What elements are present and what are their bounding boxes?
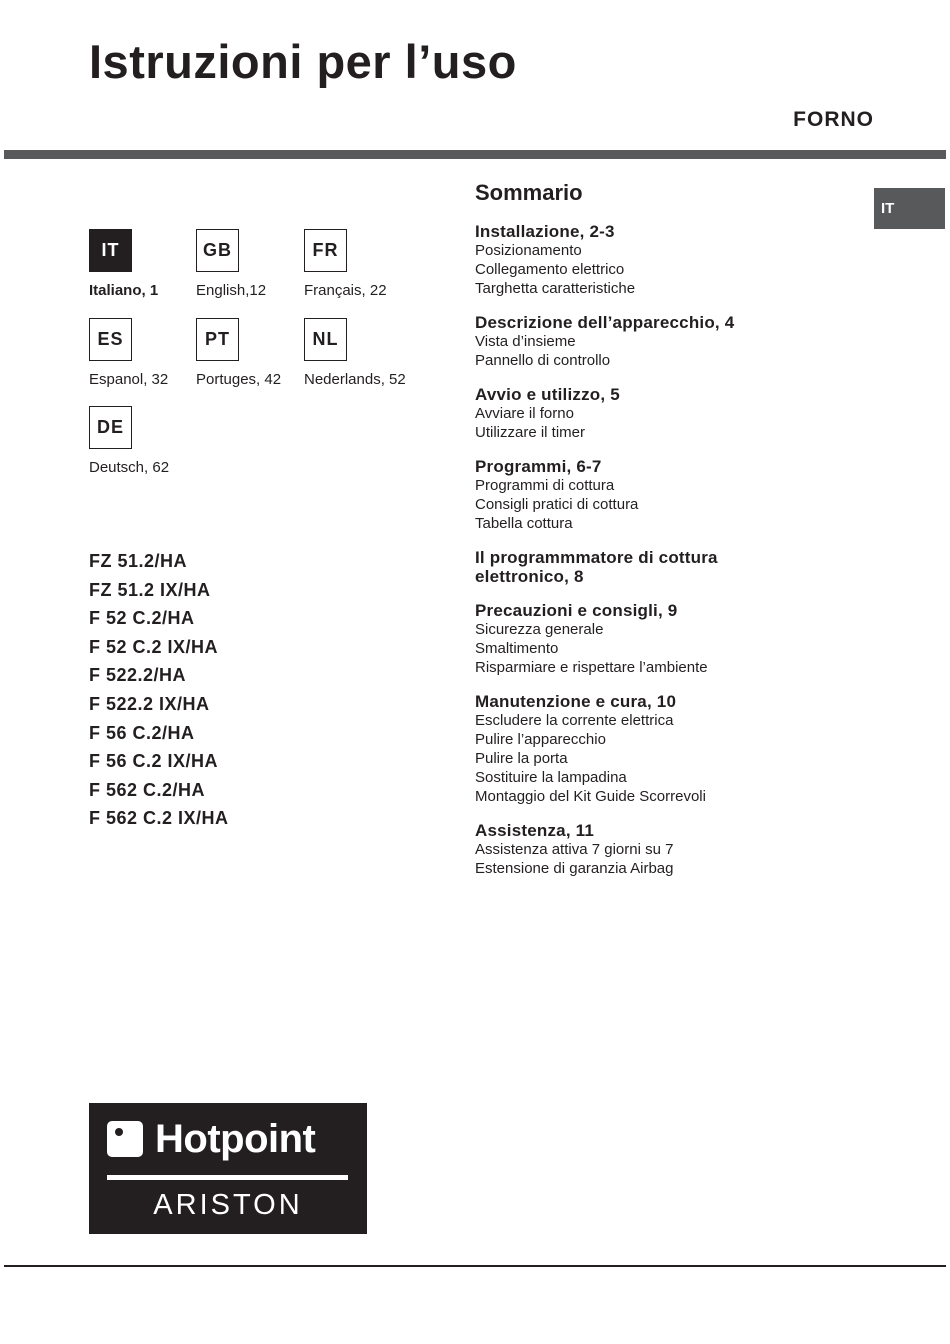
toc-section-heading[interactable]: Il programmmatore di cottura elettronico, 8 [475, 548, 718, 586]
toc-subitem: Estensione di garanzia Airbag [475, 860, 674, 877]
language-code-box: GB [196, 229, 239, 272]
toc-section-installazione [475, 222, 855, 298]
toc-subitem: Risparmiare e rispettare l’ambiente [475, 659, 708, 676]
toc-subitem: Pannello di controllo [475, 352, 611, 369]
toc-subitem: Pulire la porta [475, 750, 568, 767]
toc-section-heading[interactable]: Programmi, 6-7 [475, 457, 602, 476]
toc-section-manutenzione [475, 692, 855, 806]
toc-section-assistenza [475, 821, 855, 878]
toc-section-heading[interactable]: Avvio e utilizzo, 5 [475, 385, 620, 404]
model-item: F 522.2 IX/HA [89, 693, 210, 714]
toc-subitem: Tabella cottura [475, 515, 573, 532]
toc-subitem: Pulire l’apparecchio [475, 731, 606, 748]
model-item: F 562 C.2/HA [89, 779, 206, 800]
toc-subitem: Utilizzare il timer [475, 424, 586, 441]
toc-section-heading[interactable]: Descrizione dell’apparecchio, 4 [475, 313, 735, 332]
toc-subitem: Posizionamento [475, 242, 582, 259]
language-item-nl[interactable] [304, 318, 414, 388]
language-side-tab: IT [874, 188, 945, 229]
toc-subitem: Sostituire la lampadina [475, 769, 627, 786]
toc-subitem: Escludere la corrente elettrica [475, 712, 674, 729]
toc-section-avvio [475, 385, 855, 442]
product-name: FORNO [793, 108, 874, 131]
logo-top-row [107, 1117, 315, 1161]
language-label: English,12 [196, 282, 267, 299]
language-item-it[interactable] [89, 229, 199, 299]
language-item-de[interactable] [89, 406, 199, 476]
model-item: F 52 C.2 IX/HA [89, 636, 219, 657]
model-item: FZ 51.2 IX/HA [89, 579, 211, 600]
model-item: F 56 C.2 IX/HA [89, 751, 219, 772]
language-label: Espanol, 32 [89, 371, 169, 388]
toc-subitem: Smaltimento [475, 640, 559, 657]
toc-subitem: Montaggio del Kit Guide Scorrevoli [475, 788, 706, 805]
hotpoint-mark-icon [107, 1121, 143, 1157]
logo-brand-name: Hotpoint [155, 1117, 316, 1161]
language-label: Français, 22 [304, 282, 387, 299]
header-rule [4, 150, 946, 159]
table-of-contents [475, 180, 855, 893]
language-code-box: DE [89, 406, 132, 449]
toc-subitem: Collegamento elettrico [475, 261, 625, 278]
toc-section-precauzioni [475, 601, 855, 677]
language-label: Nederlands, 52 [304, 371, 406, 388]
toc-subitem: Consigli pratici di cottura [475, 496, 639, 513]
language-item-gb[interactable] [196, 229, 306, 299]
page-title: Istruzioni per l’uso [89, 35, 517, 88]
language-code-box: FR [304, 229, 347, 272]
toc-subitem: Programmi di cottura [475, 477, 615, 494]
language-item-fr[interactable] [304, 229, 414, 299]
language-code-box: PT [196, 318, 239, 361]
toc-title: Sommario [475, 180, 583, 205]
model-item: F 562 C.2 IX/HA [89, 808, 229, 829]
footer-rule [4, 1265, 946, 1267]
language-label: Deutsch, 62 [89, 459, 170, 476]
toc-section-programmatore [475, 548, 855, 586]
toc-section-heading[interactable]: Installazione, 2-3 [475, 222, 615, 241]
toc-section-heading[interactable]: Precauzioni e consigli, 9 [475, 601, 678, 620]
language-label: Italiano, 1 [89, 282, 159, 299]
toc-section-heading[interactable]: Manutenzione e cura, 10 [475, 692, 677, 711]
toc-section-heading[interactable]: Assistenza, 11 [475, 821, 595, 840]
toc-subitem: Vista d’insieme [475, 333, 576, 350]
language-code-box: ES [89, 318, 132, 361]
language-item-pt[interactable] [196, 318, 306, 388]
toc-section-descrizione [475, 313, 855, 370]
model-item: F 52 C.2/HA [89, 608, 195, 629]
toc-subitem: Assistenza attiva 7 giorni su 7 [475, 841, 674, 858]
model-item: F 522.2/HA [89, 665, 187, 686]
language-label: Portuges, 42 [196, 371, 282, 388]
language-item-es[interactable] [89, 318, 199, 388]
model-item: FZ 51.2/HA [89, 551, 188, 571]
toc-subitem: Sicurezza generale [475, 621, 604, 638]
model-list [89, 550, 229, 836]
logo-brand-sub: ARISTON [153, 1189, 303, 1221]
toc-subitem: Avviare il forno [475, 405, 574, 422]
language-code-box: IT [89, 229, 132, 272]
language-code-box: NL [304, 318, 347, 361]
hotpoint-ariston-logo [89, 1103, 367, 1234]
model-item: F 56 C.2/HA [89, 722, 195, 743]
toc-subitem: Targhetta caratteristiche [475, 280, 636, 297]
logo-divider [107, 1175, 348, 1180]
toc-section-programmi [475, 457, 855, 533]
